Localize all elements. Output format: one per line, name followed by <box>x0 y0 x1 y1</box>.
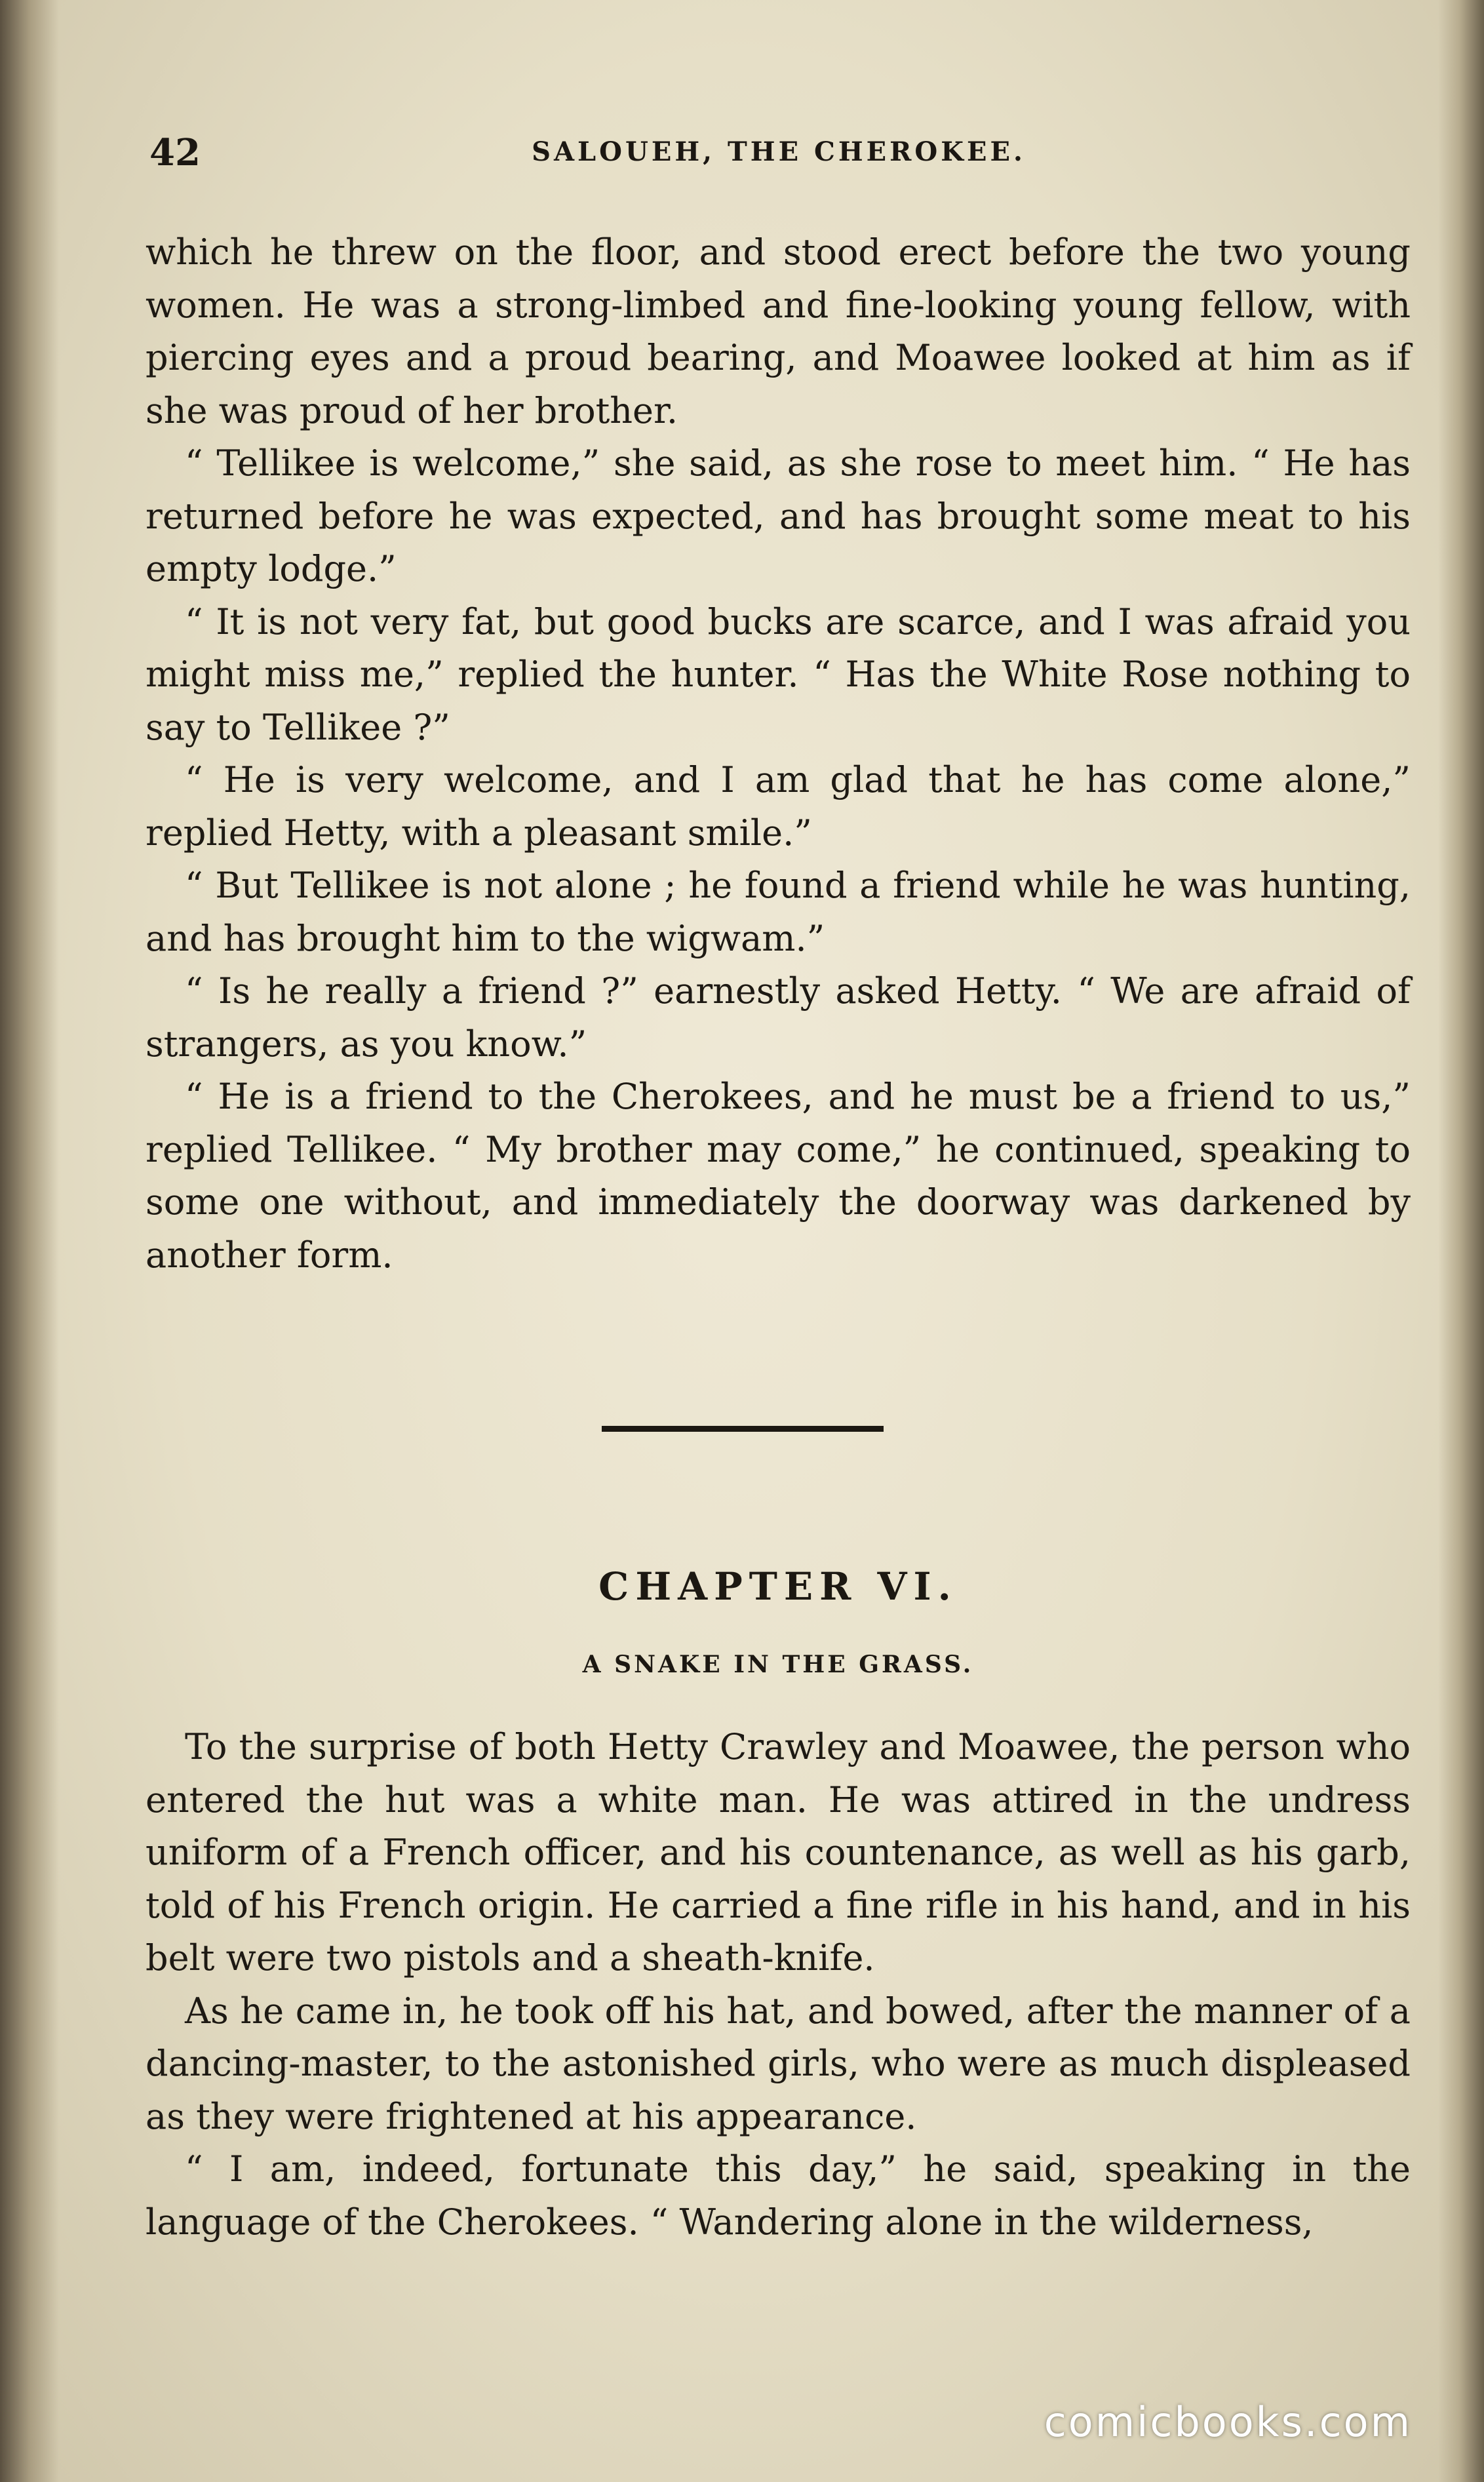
site-watermark: comicbooks.com <box>1044 2398 1412 2446</box>
paragraph: “ But Tellikee is not alone ; he found a friend while he was hunting, and has brought him to the wigwam.” <box>146 865 1411 959</box>
paragraph: “ I am, indeed, fortunate this day,” he said, speaking in the language of the Cherokees. “ Wandering alone in the wilderness, <box>146 2148 1411 2243</box>
paragraph: “ He is a friend to the Cherokees, and he must be a friend to us,” replied Tellikee. “ My brother may come,” he continued, speaking to some one without, and immediately the doorway was darkened by another form. <box>146 1076 1411 1276</box>
paragraph: As he came in, he took off his hat, and bowed, after the manner of a dancing-master, to the astonished girls, who were as much displeased as they were frightened at his appearance. <box>146 1990 1411 2137</box>
chapter-subtitle: A SNAKE IN THE GRASS. <box>582 1651 974 1678</box>
running-head: SALOUEH, THE CHEROKEE. <box>532 136 1026 167</box>
paragraph: “ It is not very fat, but good bucks are scarce, and I was afraid you might miss me,” replied the hunter. “ Has the White Rose nothing to say to Tellikee ?” <box>146 601 1411 748</box>
page-number: 42 <box>149 131 201 174</box>
section-divider-rule <box>602 1426 884 1432</box>
chapter-title: CHAPTER VI. <box>598 1564 958 1609</box>
paragraph: “ He is very welcome, and I am glad that he has come alone,” replied Hetty, with a pleasant smile.” <box>146 759 1411 854</box>
page-header <box>149 131 1408 177</box>
paragraph: which he threw on the floor, and stood erect before the two young women. He was a strong-limbed and fine-looking young fellow, with piercing eyes and a proud bearing, and Moawee looked at him as if she was proud of her brother. <box>146 231 1411 431</box>
paragraph: “ Is he really a friend ?” earnestly asked Hetty. “ We are afraid of strangers, as you know.” <box>146 970 1411 1065</box>
section-one-text <box>146 226 1411 1282</box>
section-two-text <box>146 1721 1411 2249</box>
paragraph: To the surprise of both Hetty Crawley and Moawee, the person who entered the hut was a white man. He was attired in the undress uniform of a French officer, and his countenance, as well as his garb, told of his French origin. He carried a fine rifle in his hand, and in his belt were two pistols and a sheath-knife. <box>146 1726 1411 1979</box>
paragraph: “ Tellikee is welcome,” she said, as she rose to meet him. “ He has returned before he was expected, and has brought some meat to his empty lodge.” <box>146 443 1411 589</box>
